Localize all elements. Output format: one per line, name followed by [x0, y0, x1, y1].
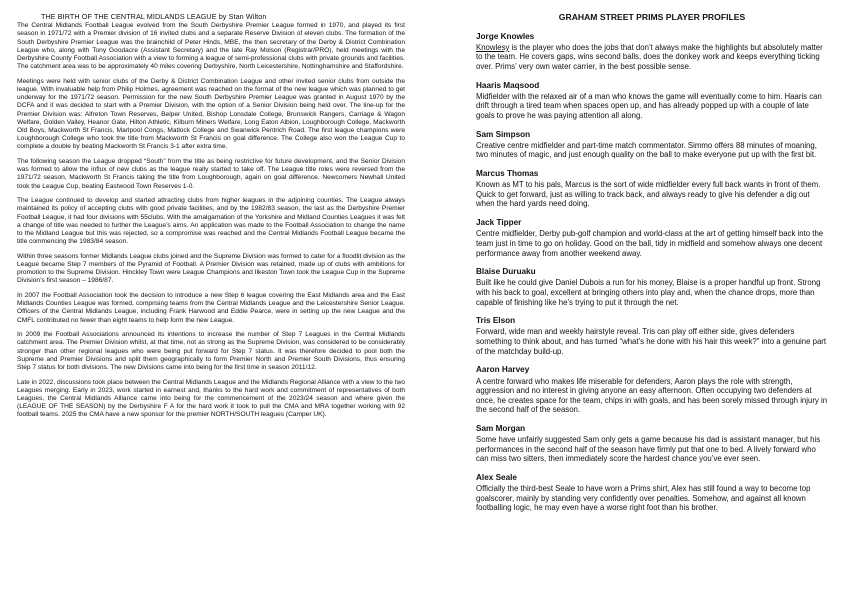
history-paragraph: Late in 2022, discussions took place between the Central Midlands League and the Midlands Regional Alliance with a view to the two Leagues merging. Early in 2023, work started in earnest and, thanks to the hard work and commitment of representatives of both Leagues, the Central Midlands Alliance came into being for the commencement of the 2023/24 season and where given the (LEAGUE OF THE SEASON) by the Derbyshire F A for the hard work it took to pull the CMA and MRA together working with 92 football teams. 2025 the CMA have a new sponsor for the premier NORTH/SOUTH leagues (Camper UK). [17, 378, 405, 419]
player-bio: Officially the third-best Seale to have worn a Prims shirt, Alex has still found a way to become top goalscorer, mainly by standing very confidently over penalties. Somehow, and against all known footballing logic, he may even have a worse right foot than his brother. [476, 484, 811, 513]
player-name: Jorge Knowles [476, 31, 535, 41]
player-profile [476, 130, 828, 160]
player-bio: Known as MT to his pals, Marcus is the sort of wide midfielder every full back wants in front of them. Quick to get forward, just as willing to track back, and always ready to give his defender a dig out when the hard yards need doing. [476, 180, 821, 209]
player-profile [476, 32, 828, 72]
history-paragraph: Within three seasons former Midlands League clubs joined and the Supreme Division was formed to cater for a floodlit division as the League became Step 7 members of the Pyramid of Football. A Premier Division was retained, made up of clubs with ambitions for promotion to the Supreme Division. Hinckley Town were League Champions and Ilkeston Town took the League Cup in the Supreme Division’s first season – 1986/87. [17, 252, 405, 285]
history-paragraph: The League continued to develop and started attracting clubs from higher leagues in the adjoining counties. The League always maintained its policy of accepting clubs with good private facilities, and by the 1982/83 season, the last as the Derbyshire Premier Football League, it had four divisions with 55clubs. With the amalgamation of the Yorkshire and Midland Counties Leagues it was felt a change of title was needed to further the League’s aims. An application was made to the Football Association to change the name to the Midland League but this was rejected, so a compromise was reached and the Central Midlands Football League became the title commencing the 1983/84 season. [17, 197, 405, 246]
history-title: THE BIRTH OF THE CENTRAL MIDLANDS LEAGUE by Stan Wilton [41, 12, 267, 21]
history-paragraph: In 2007 the Football Association took the decision to introduce a new Step 6 league covering the East Midlands area and the East Midlands Counties League was formed, comprising teams from the Central Midlands League and the Leicestershire Senior League. Officers of the Central Midlands League, including Frank Harwood and Eddie Pearce, were in setting up the new League and the CMFL contributed no fewer than eight teams to help form the new League. [17, 292, 405, 324]
player-bio: Creative centre midfielder and part-time match commentator. Simmo offers 88 minutes of moaning, two minutes of magic, and just enough quality on the ball to make everyone put up with the first bit. [476, 140, 817, 160]
player-name: Alex Seale [476, 473, 517, 483]
player-profile [476, 218, 828, 258]
league-history-column [17, 13, 405, 426]
profiles-title: GRAHAM STREET PRIMS PLAYER PROFILES [558, 12, 746, 22]
player-profile [476, 169, 828, 209]
player-name: Jack Tipper [476, 218, 522, 228]
player-profile [476, 316, 828, 356]
player-bio: A centre forward who makes life miserable for defenders, Aaron plays the role with strength, aggression and no interest in giving anyone an easy afternoon. Often occupying two defenders at once, he creates space for the team, chips in with goals, and has been sorely missed through injury in the second half of the season. [476, 376, 828, 415]
player-bio: Centre midfielder, Derby pub-golf champion and world-class at the art of getting himself back into the team just in time to go on holiday. Good on the ball, tidy in midfield and somehow always one decent performance away from another weekend away. [476, 229, 824, 258]
player-name: Sam Simpson [476, 129, 531, 139]
player-bio: Midfielder with the relaxed air of a man who knows the game will eventually come to him. Haaris can drift through a tired team when spaces open up, and has already popped up with a couple of late goals to prove he was paying attention all along. [476, 91, 822, 120]
player-name: Sam Morgan [476, 424, 526, 434]
player-name: Haaris Maqsood [476, 80, 540, 90]
player-profile [476, 365, 828, 414]
history-paragraph: The Central Midlands Football League evolved from the South Derbyshire Premier League formed in 1970, and played its first season in 1971/72 with a Premier division of 16 invited clubs and a separate Reserve Division of eleven clubs. The formation of the South Derbyshire Premier League was the brainchild of Peter Hinds, MBE, the then secretary of the Derby & District Combination League who, along with Tony Goodacre (Assistant Secretary) and the late Ray Molson (Registrar/PRO), held meetings with the Derbyshire County Football Association with a view to forming a league of semi-professional clubs with private grounds and facilities. The catchment area was to be approximately 40 miles covering Derbyshire, North Leicestershire, Nottinghamshire and Staffordshire. [17, 22, 405, 71]
history-paragraph: Meetings were held with senior clubs of the Derby & District Combination League and other invited senior clubs from outside the league. With invaluable help from Philip Holmes, agreement was reached on the format of the new league which was planned to get underway for the 1971/72 season. Permission for the new South Derbyshire Premier League was granted in August 1970 by the DCFA and it was decided to start with a Premier Division, with the option of a Senior Division being held over. The line-up for the Premier Division was: Alfreton Town Reserves, Belper United, Bishop Lonsdale College, Brunswick Rangers, Carriage & Wagon Welfare, Golden Valley, Heanor Gate, Hilton Athletic, Kilburn Miners Welfare, Long Eaton Albion, Loughborough College, Mackworth Old Boys, Mackworth St Francis, Marlpool Congs, Matlock College and Swanwick Pentrich Road. The first league champions were Loughborough College who took the title from Mackworth St Francis on goal difference. The College also won the League Cup to complete a double by beating Mackworth St Francis 3-1 after extra time. [17, 77, 405, 151]
history-paragraph: The following season the League dropped “South” from the title as being restrictive for future development, and the Senior Division was formed to allow the influx of new clubs as the league really started to take off. The League title roles were reversed from the 1971/72 season, Mackworth St Francis taking the title from Loughborough, again on goal difference. Newcomers Newhall United took the League Cup, beating Eastwood Town Reserves 1-0. [17, 158, 405, 190]
player-profiles-column [476, 13, 828, 522]
player-name: Marcus Thomas [476, 169, 539, 179]
player-bio: Some have unfairly suggested Sam only gets a game because his dad is assistant manager, but his performances in the second half of the season have firmly put that one to bed. A lively forward who can miss two sitters, then immediately score the hardest chance you’ve ever seen. [476, 435, 821, 464]
player-profile [476, 267, 828, 307]
player-bio [476, 43, 828, 72]
player-profile [476, 81, 828, 121]
player-name: Blaise Duruaku [476, 267, 536, 277]
player-name: Tris Elson [476, 316, 516, 326]
player-profile [476, 424, 828, 464]
player-profile [476, 473, 828, 513]
player-bio-text: is the player who does the jobs that don’t always make the highlights but absolutely matter to the team. He covers gaps, wins second balls, does the donkey work and keeps everything ticking over. Prims’ very own water carrier, in the best possible sense. [476, 42, 823, 71]
player-bio: Built like he could give Daniel Dubois a run for his money, Blaise is a proper handful up front. Strong with his back to goal, excellent at bringing others into play and, when the chance drops, more than capable of finishing like he’s trying to put it through the net. [476, 278, 821, 307]
history-paragraph: In 2009 the Football Associations announced its intentions to increase the number of Step 7 Leagues in the Central Midlands catchment area. The Premier Division whilst, at that time, not as strong as the Supreme Division, was considered to be considerably stronger than other regional leagues who were being put forward for Step 7 status. It was therefore decided to pool both the Supreme and Premier Divisions and split them geographically to form Premier North and Premier South Divisions, thus ensuring Step 7 status for both divisions. The new Divisions came into being for the first time in season 2011/12. [17, 331, 405, 372]
player-name: Aaron Harvey [476, 365, 530, 375]
player-bio: Forward, wide man and weekly hairstyle reveal. Tris can play off either side, gives defenders something to think about, and has turned “what’s he done with his hair this week?” into a genuine part of the matchday build-up. [476, 327, 827, 356]
player-nickname: Knowlesy [476, 42, 510, 52]
